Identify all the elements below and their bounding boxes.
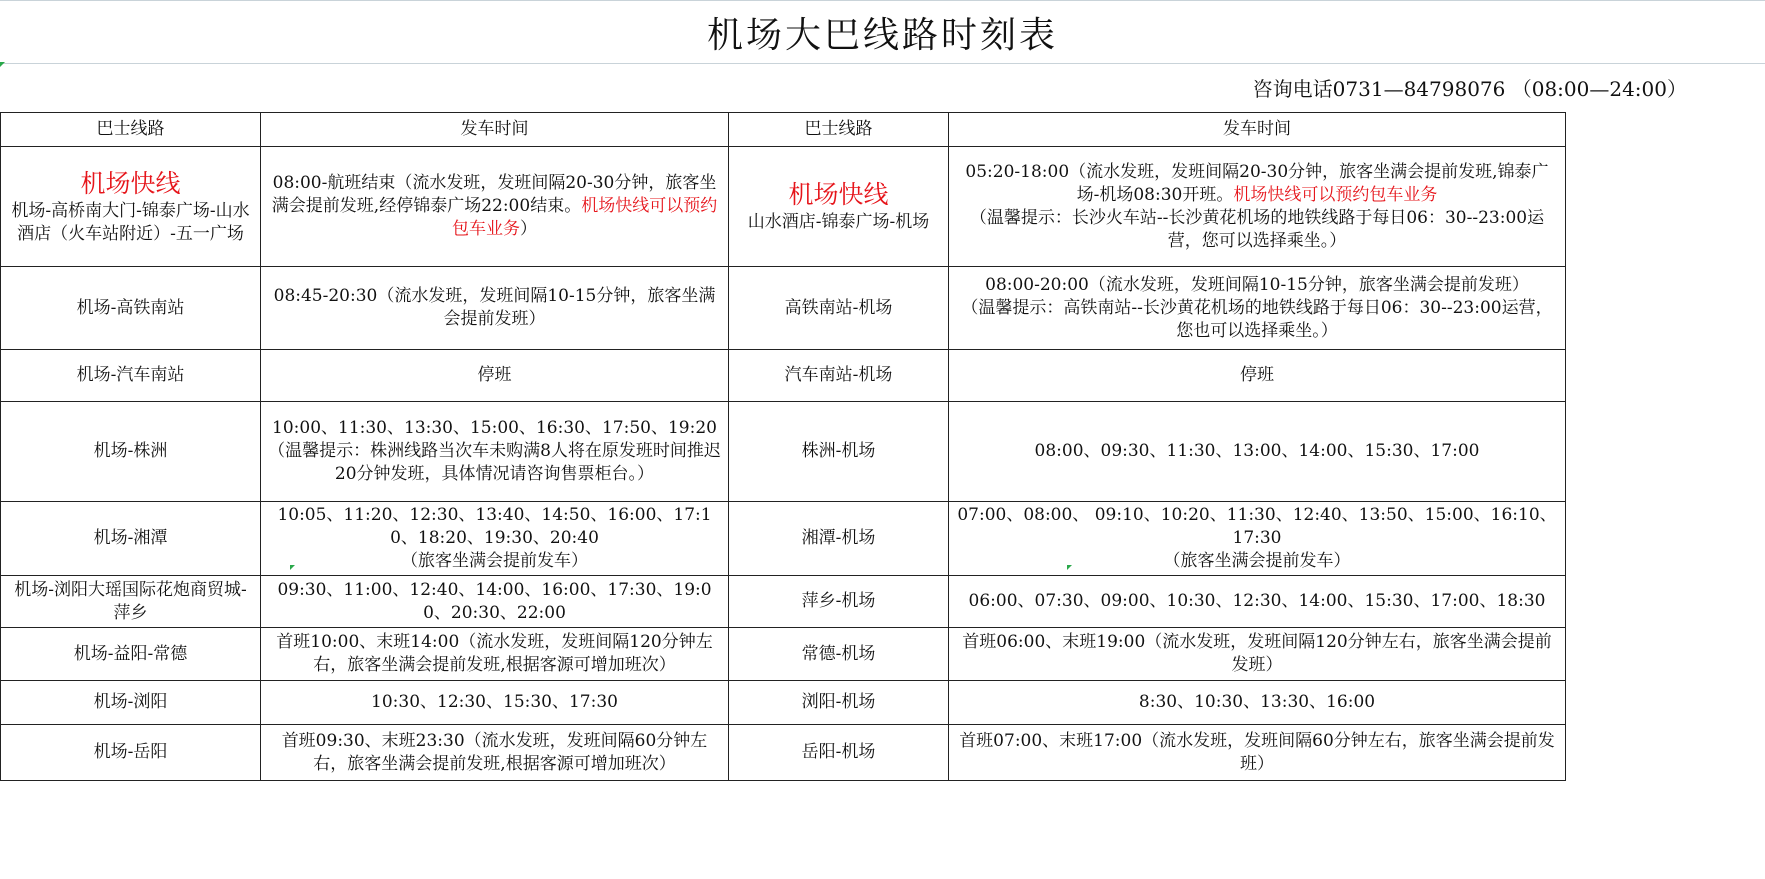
express-label: 机场快线 [788,180,889,209]
route-cell-right: 浏阳-机场 [729,681,949,725]
tip-text: （温馨提示：株洲线路当次车未购满8人将在原发班时间推迟20分钟发班，具体情况请咨询售票柜台。） [268,441,721,484]
header-row [1,113,1566,147]
table-row [1,147,1566,267]
time-cell-right [949,147,1566,267]
route-cell-right: 常德-机场 [729,628,949,681]
route-cell-right: 株洲-机场 [729,402,949,502]
title-row [0,0,1765,64]
metro-tip: （温馨提示：高铁南站--长沙黄花机场的地铁线路于每日06：30--23:00运营，您也可以选择乘坐。） [961,297,1553,341]
route-cell-right: 湘潭-机场 [729,502,949,576]
express-label: 机场快线 [80,168,181,198]
time-cell-right [949,502,1566,576]
charter-note: 机场快线可以预约包车业务 [452,196,718,239]
table-row [1,725,1566,781]
route-cell-left: 机场-湘潭 [1,502,261,576]
route-cell-left: 机场-益阳-常德 [1,628,261,681]
header-time-right: 发车时间 [949,113,1566,147]
table-row [1,502,1566,576]
metro-tip: （温馨提示：长沙火车站--长沙黄花机场的地铁线路于每日06：30--23:00运营，您可以选择乘坐。） [969,207,1545,251]
header-route-right: 巴士线路 [729,113,949,147]
time-cell-left: 09:30、11:00、12:40、14:00、16:00、17:30、19:00、20:30、22:00 [261,576,729,628]
route-cell-left: 机场-株洲 [1,402,261,502]
time-cell-right: 08:00、09:30、11:30、13:00、14:00、15:30、17:00 [949,402,1566,502]
cell-comment-marker [290,565,295,570]
time-text: 08:00-20:00（流水发班，发班间隔10-15分钟，旅客坐满会提前发班） [985,274,1529,295]
route-cell-left: 机场-高铁南站 [1,267,261,350]
schedule-table [0,112,1566,781]
header-route-left: 巴士线路 [1,113,261,147]
route-cell-right: 岳阳-机场 [729,725,949,781]
route-cell-left: 机场-浏阳大瑶国际花炮商贸城-萍乡 [1,576,261,628]
time-text: 05:20-18:00（流水发班，发班间隔20-30分钟，旅客坐满会提前发班,锦泰广场-机场08:30开班。 [965,161,1549,205]
route-stops: 机场-高桥南大门-锦泰广场-山水酒店（火车站附近）-五一广场 [11,200,250,244]
time-cell-left: 首班09:30、末班23:30（流水发班，发班间隔60分钟左右，旅客坐满会提前发班,根据客源可增加班次） [261,725,729,781]
time-cell-left [261,502,729,576]
table-row [1,402,1566,502]
route-cell-left: 机场-汽车南站 [1,350,261,402]
tip-text: （旅客坐满会提前发车） [401,551,588,571]
time-text: 10:05、11:20、12:30、13:40、14:50、16:00、17:10、18:20、19:30、20:40 [277,505,712,548]
time-cell-right: 06:00、07:30、09:00、10:30、12:30、14:00、15:30、17:00、18:30 [949,576,1566,628]
table-row [1,267,1566,350]
time-cell-right [949,267,1566,350]
table-row [1,681,1566,725]
time-cell-right: 首班07:00、末班17:00（流水发班，发班间隔60分钟左右，旅客坐满会提前发班） [949,725,1566,781]
time-cell-left [261,402,729,502]
table-row [1,576,1566,628]
table-row [1,350,1566,402]
tip-text: （旅客坐满会提前发车） [1163,551,1351,571]
page-title: 机场大巴线路时刻表 [706,14,1058,56]
time-text: 07:00、08:00、 09:10、10:20、11:30、12:40、13:50、15:00、16:10、17:30 [957,505,1557,548]
route-cell-right [729,147,949,267]
time-text: 08:00-航班结束（流水发班，发班间隔20-30分钟，旅客坐满会提前发班,经停锦泰广场22:00结束。 [271,173,717,216]
phone-row [0,62,1765,112]
time-cell-right: 8:30、10:30、13:30、16:00 [949,681,1566,725]
charter-note: 机场快线可以预约包车业务 [1233,184,1438,205]
time-cell-left [261,147,729,267]
route-stops: 山水酒店-锦泰广场-机场 [747,212,930,232]
time-cell-left: 10:30、12:30、15:30、17:30 [261,681,729,725]
time-cell-right: 停班 [949,350,1566,402]
time-cell-right: 首班06:00、末班19:00（流水发班，发班间隔120分钟左右，旅客坐满会提前发班） [949,628,1566,681]
cell-comment-marker [1067,565,1072,570]
route-cell-right: 汽车南站-机场 [729,350,949,402]
route-cell-left: 机场-浏阳 [1,681,261,725]
time-cell-left: 首班10:00、末班14:00（流水发班，发班间隔120分钟左右，旅客坐满会提前发班,根据客源可增加班次） [261,628,729,681]
time-cell-left: 停班 [261,350,729,402]
route-cell-left: 机场-岳阳 [1,725,261,781]
inquiry-phone: 咨询电话0731—84798076 （08:00—24:00） [1252,76,1687,101]
route-cell-right: 萍乡-机场 [729,576,949,628]
time-text: 10:00、11:30、13:30、15:00、16:30、17:50、19:20 [272,418,717,438]
time-cell-left: 08:45-20:30（流水发班，发班间隔10-15分钟，旅客坐满会提前发班） [261,267,729,350]
header-time-left: 发车时间 [261,113,729,147]
time-text-tail: ） [520,219,537,239]
cell-comment-marker [0,62,5,67]
route-cell-left [1,147,261,267]
route-cell-right: 高铁南站-机场 [729,267,949,350]
table-row [1,628,1566,681]
